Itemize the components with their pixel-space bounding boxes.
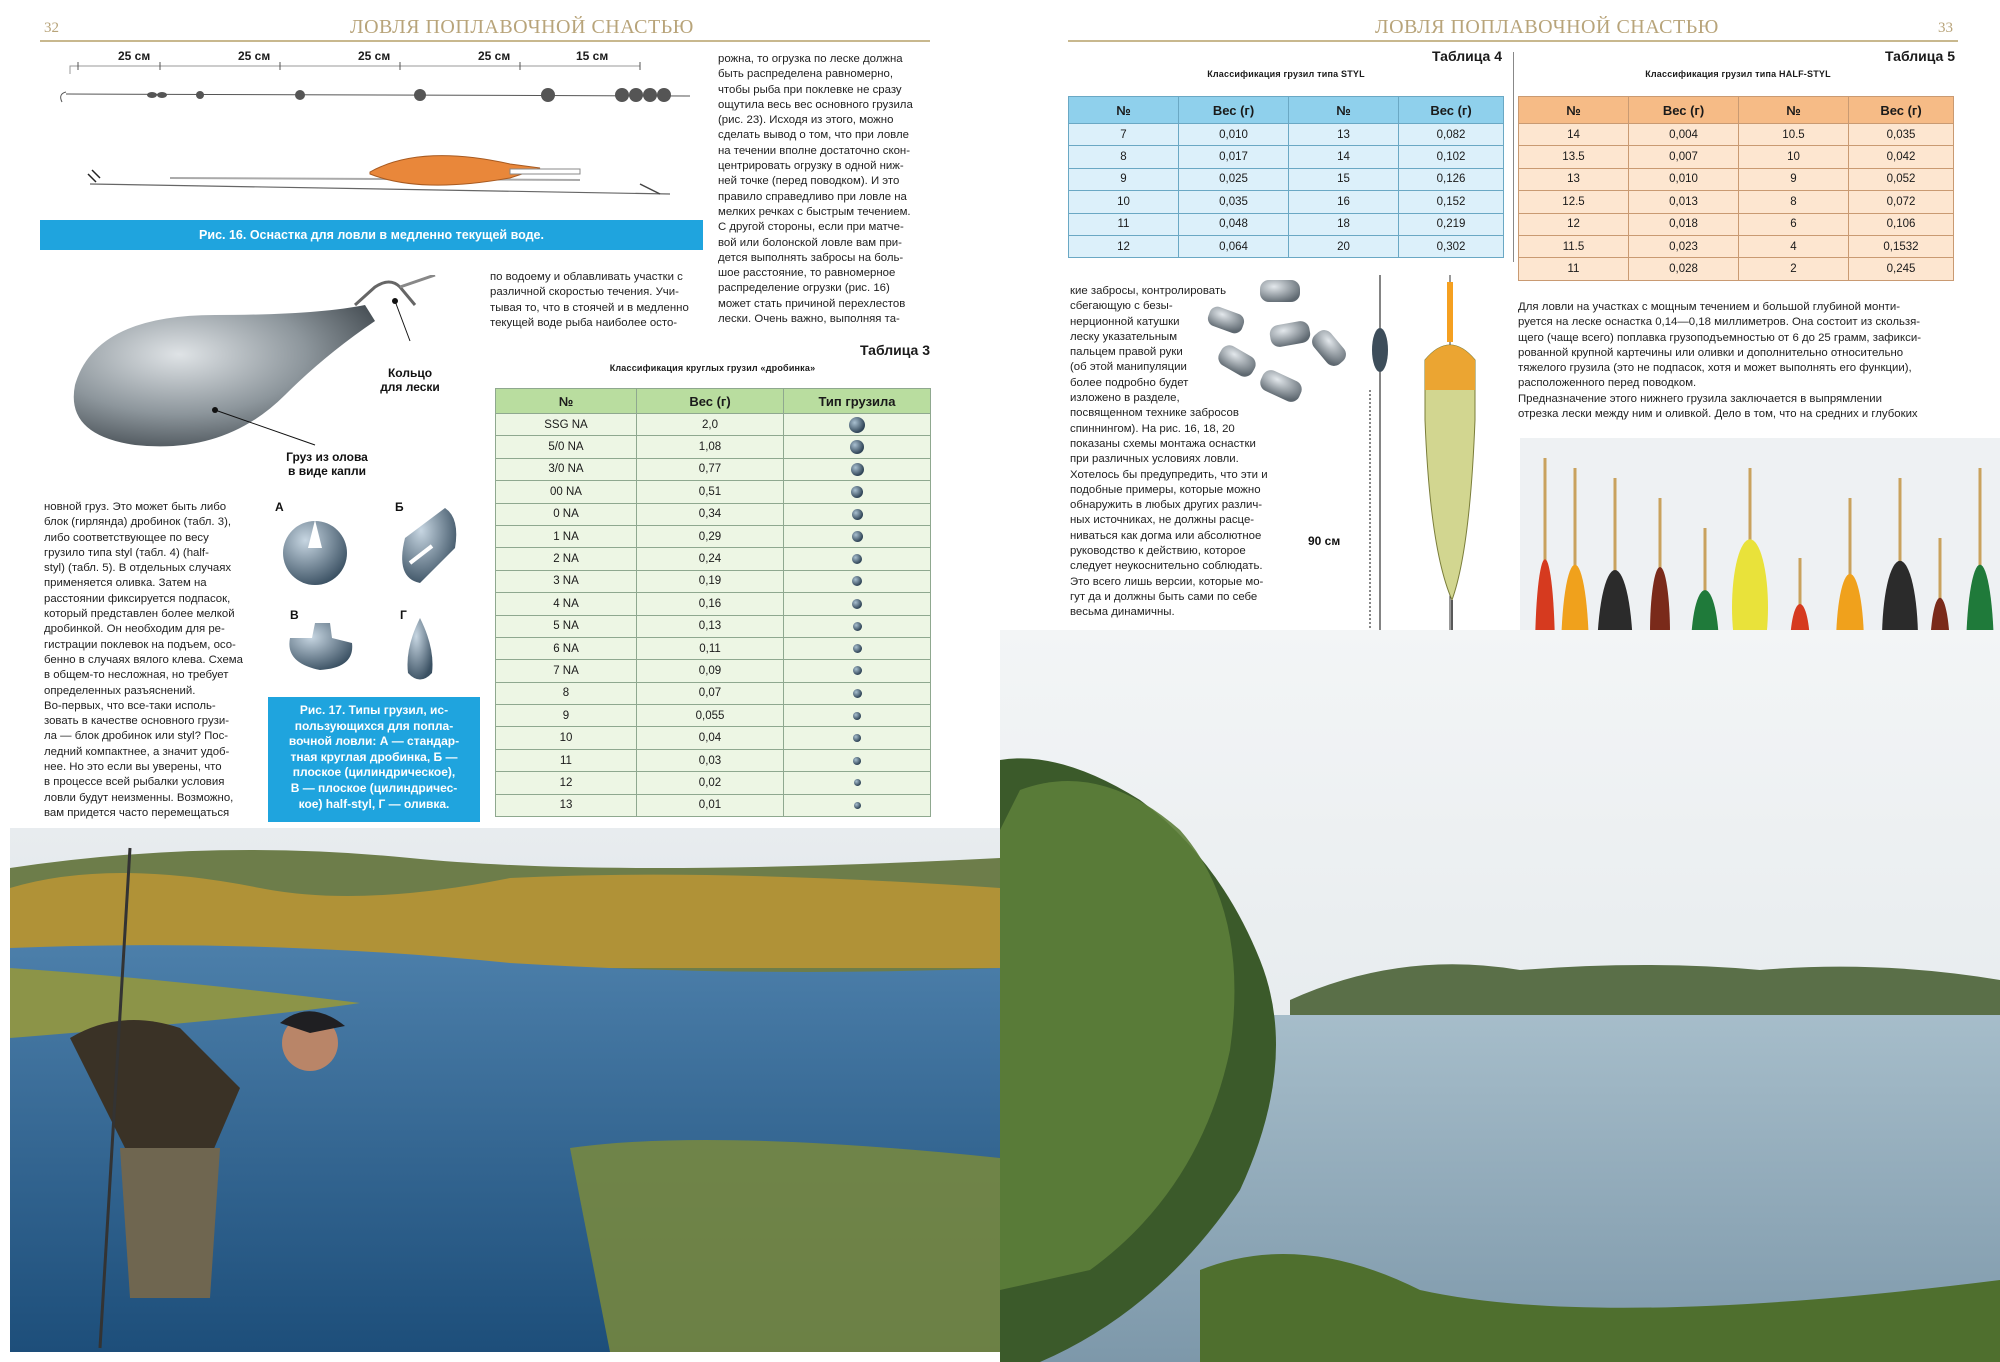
column-divider bbox=[1513, 52, 1514, 262]
table3-cell-weight: 0,01 bbox=[637, 794, 784, 816]
running-head-right: ЛОВЛЯ ПОПЛАВОЧНОЙ СНАСТЬЮ bbox=[1375, 16, 1719, 38]
table5-row bbox=[1519, 124, 1954, 146]
split-shot-icon bbox=[853, 689, 862, 698]
table3-cell-weight: 0,09 bbox=[637, 660, 784, 682]
split-shot-icon bbox=[849, 417, 865, 433]
split-shot-icon bbox=[853, 734, 861, 742]
table4-cell: 0,302 bbox=[1399, 235, 1504, 257]
spacing-label: 25 см bbox=[478, 49, 511, 63]
table3-cell-number: 5 NA bbox=[496, 615, 637, 637]
table5-cell: 10.5 bbox=[1739, 124, 1849, 146]
figure-16-caption: Рис. 16. Оснастка для ловли в медленно текущей воде. bbox=[40, 220, 703, 250]
table3-cell-number: 11 bbox=[496, 749, 637, 771]
half-styl-shape bbox=[289, 623, 352, 670]
table3-cell-number: 9 bbox=[496, 705, 637, 727]
table5-cell: 0,010 bbox=[1629, 168, 1739, 190]
split-shot-icon bbox=[853, 644, 862, 653]
split-shot-icon bbox=[852, 509, 863, 520]
table5-row bbox=[1519, 213, 1954, 235]
table3-cell-weight: 0,34 bbox=[637, 503, 784, 525]
table3-cell-number: 10 bbox=[496, 727, 637, 749]
table5-header: № bbox=[1519, 97, 1629, 124]
table3-cell-number: 13 bbox=[496, 794, 637, 816]
table4-cell: 15 bbox=[1289, 168, 1399, 190]
table3-row bbox=[496, 727, 931, 749]
table5-cell: 4 bbox=[1739, 235, 1849, 257]
table5-cell: 0,245 bbox=[1849, 258, 1954, 280]
table3-row bbox=[496, 548, 931, 570]
table3-cell-weight: 1,08 bbox=[637, 436, 784, 458]
table4-row bbox=[1069, 124, 1504, 146]
table5-cell: 0,072 bbox=[1849, 191, 1954, 213]
table3-row bbox=[496, 570, 931, 592]
table3-cell-weight: 0,03 bbox=[637, 749, 784, 771]
split-shot-icon bbox=[851, 463, 864, 476]
table4-row bbox=[1069, 235, 1504, 257]
table3-cell-type bbox=[784, 794, 931, 816]
table5-row bbox=[1519, 168, 1954, 190]
table5-header: Вес (г) bbox=[1629, 97, 1739, 124]
page-number-right: 33 bbox=[1938, 20, 1953, 36]
table5-cell: 12.5 bbox=[1519, 191, 1629, 213]
table4-header: Вес (г) bbox=[1399, 97, 1504, 124]
split-shot-icon bbox=[853, 712, 861, 720]
split-shot-icon bbox=[853, 622, 862, 631]
lake-photo-right bbox=[1000, 630, 2000, 1362]
text-column-right-page-right: Для ловли на участках с мощным течением и большой глубиной монти- руется на леске оснастка 0,14—0,18 миллиметров. Она состоит из скользя- щего (чаще всего) поплавка грузоподъемностью от 6 до 25 грамм, зафикси- рованной крупной картечины или оливки и дополнительно относительно тяжелого грузила (это не подпасок, хотя и может выполнять его функции), расположенного перед поводком. Предназначение этого нижнего грузила заключается в выпрямлении отрезка лески между ним и оливкой. Дело в том, что на средних и глубоких bbox=[1518, 301, 1921, 421]
split-shot-icon bbox=[850, 440, 864, 454]
table4-cell: 0,035 bbox=[1179, 191, 1289, 213]
table4-cell: 0,219 bbox=[1399, 213, 1504, 235]
table4-row bbox=[1069, 191, 1504, 213]
olive-shape bbox=[408, 618, 433, 680]
table3-header: № bbox=[496, 389, 637, 414]
table3-header: Вес (г) bbox=[637, 389, 784, 414]
table3-cell-type bbox=[784, 682, 931, 704]
table3-cell-number: 8 bbox=[496, 682, 637, 704]
type-letter: Б bbox=[395, 500, 404, 514]
table5-cell: 8 bbox=[1739, 191, 1849, 213]
table3-row bbox=[496, 794, 931, 816]
table5-cell: 13.5 bbox=[1519, 146, 1629, 168]
table3-cell-number: 00 NA bbox=[496, 481, 637, 503]
table5-label: Таблица 5 bbox=[1884, 48, 1955, 64]
table5-cell: 0,007 bbox=[1629, 146, 1739, 168]
table3-row bbox=[496, 749, 931, 771]
table3-cell-type bbox=[784, 660, 931, 682]
table3-cell-type bbox=[784, 772, 931, 794]
table5-cell: 0,018 bbox=[1629, 213, 1739, 235]
table3-row bbox=[496, 615, 931, 637]
table3-header: Тип грузила bbox=[784, 389, 931, 414]
river-photo-left bbox=[10, 828, 1000, 1352]
table3-row bbox=[496, 503, 931, 525]
table5-header: Вес (г) bbox=[1849, 97, 1954, 124]
table5-cell: 12 bbox=[1519, 213, 1629, 235]
table3-cell-type bbox=[784, 727, 931, 749]
table3-cell-weight: 0,24 bbox=[637, 548, 784, 570]
table5-cell: 6 bbox=[1739, 213, 1849, 235]
table3-row bbox=[496, 637, 931, 659]
table4-label: Таблица 4 bbox=[1431, 48, 1502, 64]
table3-cell-weight: 0,055 bbox=[637, 705, 784, 727]
table5-cell: 0,013 bbox=[1629, 191, 1739, 213]
rig-diagram bbox=[40, 44, 700, 224]
table4-cell: 0,152 bbox=[1399, 191, 1504, 213]
spacing-label: 15 см bbox=[576, 49, 609, 63]
table5 bbox=[1518, 96, 1954, 281]
table3-cell-type bbox=[784, 705, 931, 727]
table5-header: № bbox=[1739, 97, 1849, 124]
table3-cell-number: 12 bbox=[496, 772, 637, 794]
table3-cell-number: 4 NA bbox=[496, 593, 637, 615]
table3-row bbox=[496, 682, 931, 704]
figure-16 bbox=[40, 44, 700, 224]
table3-cell-type bbox=[784, 749, 931, 771]
table5-cell: 11.5 bbox=[1519, 235, 1629, 257]
table3-cell-type bbox=[784, 458, 931, 480]
table3-cell-weight: 0,16 bbox=[637, 593, 784, 615]
figure-17-caption: Рис. 17. Типы грузил, ис- пользующихся для попла- вочной ловли: А — стандар- тная круглая дробинка, Б — плоское (цилиндрическое), В — плоское (цилиндричес- кое) half-styl, Г — оливка. bbox=[268, 697, 480, 822]
table3-label: Таблица 3 bbox=[859, 342, 930, 358]
table5-cell: 11 bbox=[1519, 258, 1629, 280]
table4-cell: 11 bbox=[1069, 213, 1179, 235]
table3-cell-number: 2 NA bbox=[496, 548, 637, 570]
table3-row bbox=[496, 481, 931, 503]
table5-cell: 0,023 bbox=[1629, 235, 1739, 257]
split-shot-icon bbox=[852, 599, 862, 609]
table4-header: № bbox=[1069, 97, 1179, 124]
table4 bbox=[1068, 96, 1504, 258]
split-shot-icon bbox=[852, 576, 862, 586]
table5-row bbox=[1519, 235, 1954, 257]
table3-cell-type bbox=[784, 593, 931, 615]
olive-sinker bbox=[1372, 328, 1388, 372]
table4-cell: 7 bbox=[1069, 124, 1179, 146]
table3-cell-weight: 0,51 bbox=[637, 481, 784, 503]
table3 bbox=[495, 388, 931, 817]
table3-cell-number: SSG NA bbox=[496, 414, 637, 436]
type-letter: В bbox=[290, 608, 299, 622]
table4-cell: 14 bbox=[1289, 146, 1399, 168]
table3-cell-type bbox=[784, 570, 931, 592]
table4-cell: 12 bbox=[1069, 235, 1179, 257]
table5-title: Классификация грузил типа HALF-STYL bbox=[1645, 69, 1831, 79]
table3-cell-weight: 0,02 bbox=[637, 772, 784, 794]
table4-cell: 0,017 bbox=[1179, 146, 1289, 168]
table4-cell: 9 bbox=[1069, 168, 1179, 190]
split-shot-icon bbox=[852, 554, 862, 564]
table4-cell: 0,010 bbox=[1179, 124, 1289, 146]
table4-row bbox=[1069, 213, 1504, 235]
table4-cell: 13 bbox=[1289, 124, 1399, 146]
table5-cell: 14 bbox=[1519, 124, 1629, 146]
text-column-right: рожна, то огрузка по леске должна быть распределена равномерно, чтобы рыба при поклевке не сразу ощутила весь вес основного грузила (рис. 23). Исходя из этого, можно сделать вывод о том, что при ловле на течении вполне достаточно скон- центрировать огрузку в одной ниж- ней точке (перед поводком). И это правило справедливо при ловле на мелких речках с быстрым течением. С другой стороны, если при матче- вой или болонской ловле вам при- дется выполнять забросы на боль- шое расстояние, то равномерное распределение огрузки (рис. 16) может стать причиной перехлестов лески. Очень важно, выполняя та- bbox=[718, 53, 913, 326]
table3-cell-weight: 0,11 bbox=[637, 637, 784, 659]
table3-cell-weight: 0,07 bbox=[637, 682, 784, 704]
table5-row bbox=[1519, 258, 1954, 280]
header-rule-left bbox=[40, 40, 930, 42]
table3-cell-type bbox=[784, 548, 931, 570]
table5-cell: 0,042 bbox=[1849, 146, 1954, 168]
table4-cell: 8 bbox=[1069, 146, 1179, 168]
table5-cell: 0,1532 bbox=[1849, 235, 1954, 257]
type-letter: А bbox=[275, 500, 284, 514]
table4-cell: 0,126 bbox=[1399, 168, 1504, 190]
spacing-label: 25 см bbox=[358, 49, 391, 63]
table3-row bbox=[496, 436, 931, 458]
table3-cell-type bbox=[784, 503, 931, 525]
table4-title: Классификация грузил типа STYL bbox=[1207, 69, 1365, 79]
table3-cell-weight: 0,29 bbox=[637, 525, 784, 547]
table5-cell: 13 bbox=[1519, 168, 1629, 190]
table4-cell: 10 bbox=[1069, 191, 1179, 213]
type-letter: Г bbox=[400, 608, 407, 622]
table5-cell: 10 bbox=[1739, 146, 1849, 168]
split-shot-icon bbox=[854, 802, 861, 809]
table3-cell-weight: 0,19 bbox=[637, 570, 784, 592]
table4-header: Вес (г) bbox=[1179, 97, 1289, 124]
table4-row bbox=[1069, 168, 1504, 190]
label-ring: Кольцо для лески bbox=[380, 366, 440, 394]
table3-cell-weight: 2,0 bbox=[637, 414, 784, 436]
table3-cell-type bbox=[784, 481, 931, 503]
split-shot-icon bbox=[852, 531, 863, 542]
table4-header: № bbox=[1289, 97, 1399, 124]
split-shot-icon bbox=[851, 486, 863, 498]
table3-cell-type bbox=[784, 414, 931, 436]
table3-title: Классификация круглых грузил «дробинка» bbox=[609, 363, 816, 373]
table4-cell: 0,082 bbox=[1399, 124, 1504, 146]
table3-row bbox=[496, 593, 931, 615]
spacing-label: 25 см bbox=[238, 49, 271, 63]
table3-cell-number: 3/0 NA bbox=[496, 458, 637, 480]
table5-cell: 0,004 bbox=[1629, 124, 1739, 146]
dimension-90: 90 см bbox=[1308, 534, 1341, 548]
table3-row bbox=[496, 772, 931, 794]
split-shot-icon bbox=[853, 666, 862, 675]
table3-cell-type bbox=[784, 615, 931, 637]
table5-cell: 0,035 bbox=[1849, 124, 1954, 146]
split-shot-icon bbox=[853, 757, 861, 765]
table3-row bbox=[496, 414, 931, 436]
table3-cell-number: 5/0 NA bbox=[496, 436, 637, 458]
table3-row bbox=[496, 705, 931, 727]
table3-row bbox=[496, 458, 931, 480]
split-shot-icon bbox=[854, 779, 861, 786]
text-column-right-page-left: кие забросы, контролировать сбегающую с безы- нерционной катушки леску указательным пальцем правой руки (об этой манипуляции более подробно будет изложено в разделе, посвященном технике забросов спиннингом). На рис. 16, 18, 20 показаны схемы монтажа оснастки при различных условиях ловли. Хотелось бы предупредить, что эти и подобные примеры, которые можно обнаружить в любых других различ- ных источниках, не должны расце- ниваться как догма или абсолютное руководство к действию, которое следует неукоснительно соблюдать. Это всего лишь версии, которые мо- гут да и должны быть сами по себе весьма динамичны. bbox=[1070, 285, 1268, 619]
table3-cell-number: 3 NA bbox=[496, 570, 637, 592]
text-column-left: новной груз. Это может быть либо блок (гирлянда) дробинок (табл. 3), либо соответствующее по весу грузило типа styl (табл. 4) (half- styl) (табл. 5). В отдельных случаях применяется оливка. Затем на расстоянии фиксируется подпасок, который представлен более мелкой дробинкой. Он необходим для ре- гистрации поклевок на подъем, осо- бенно в случаях вялого клева. Схема в общем-то несложная, но требует определенных разъяснений. Во-первых, что все-таки исполь- зовать в качестве основного грузи- ла — блок дробинок или styl? Пос- ледний компактнее, а значит удоб- нее. Но это если вы уверены, что в процессе всей рыбалки условия ловли будут неизменны. Возможно, вам придется часто перемещаться bbox=[44, 501, 243, 819]
table5-cell: 0,028 bbox=[1629, 258, 1739, 280]
table5-row bbox=[1519, 146, 1954, 168]
table3-cell-type bbox=[784, 637, 931, 659]
table4-row bbox=[1069, 146, 1504, 168]
running-head-left: ЛОВЛЯ ПОПЛАВОЧНОЙ СНАСТЬЮ bbox=[350, 16, 694, 38]
spacing-label: 25 см bbox=[118, 49, 151, 63]
table4-cell: 20 bbox=[1289, 235, 1399, 257]
table4-cell: 16 bbox=[1289, 191, 1399, 213]
table3-cell-type bbox=[784, 436, 931, 458]
page-number-left: 32 bbox=[44, 20, 59, 36]
table3-cell-number: 7 NA bbox=[496, 660, 637, 682]
table3-cell-weight: 0,77 bbox=[637, 458, 784, 480]
table4-cell: 0,025 bbox=[1179, 168, 1289, 190]
styl-shape bbox=[402, 508, 456, 583]
table5-cell: 9 bbox=[1739, 168, 1849, 190]
table5-cell: 0,052 bbox=[1849, 168, 1954, 190]
header-rule-right bbox=[1068, 40, 1958, 42]
table5-cell: 2 bbox=[1739, 258, 1849, 280]
table3-cell-number: 0 NA bbox=[496, 503, 637, 525]
table5-cell: 0,106 bbox=[1849, 213, 1954, 235]
table3-cell-weight: 0,04 bbox=[637, 727, 784, 749]
text-column-middle: по водоему и облавливать участки с различной скоростью течения. Учи- тывая то, что в стоячей и в медленно текущей воде рыба наиболее осто- bbox=[490, 271, 689, 329]
table5-row bbox=[1519, 191, 1954, 213]
table3-row bbox=[496, 660, 931, 682]
table4-cell: 0,064 bbox=[1179, 235, 1289, 257]
table4-cell: 0,048 bbox=[1179, 213, 1289, 235]
table3-cell-weight: 0,13 bbox=[637, 615, 784, 637]
table4-cell: 0,102 bbox=[1399, 146, 1504, 168]
table3-cell-number: 1 NA bbox=[496, 525, 637, 547]
table3-cell-type bbox=[784, 525, 931, 547]
label-body: Груз из олова в виде капли bbox=[286, 450, 368, 478]
table4-cell: 18 bbox=[1289, 213, 1399, 235]
table3-row bbox=[496, 525, 931, 547]
figure-17 bbox=[260, 498, 500, 688]
table3-cell-number: 6 NA bbox=[496, 637, 637, 659]
